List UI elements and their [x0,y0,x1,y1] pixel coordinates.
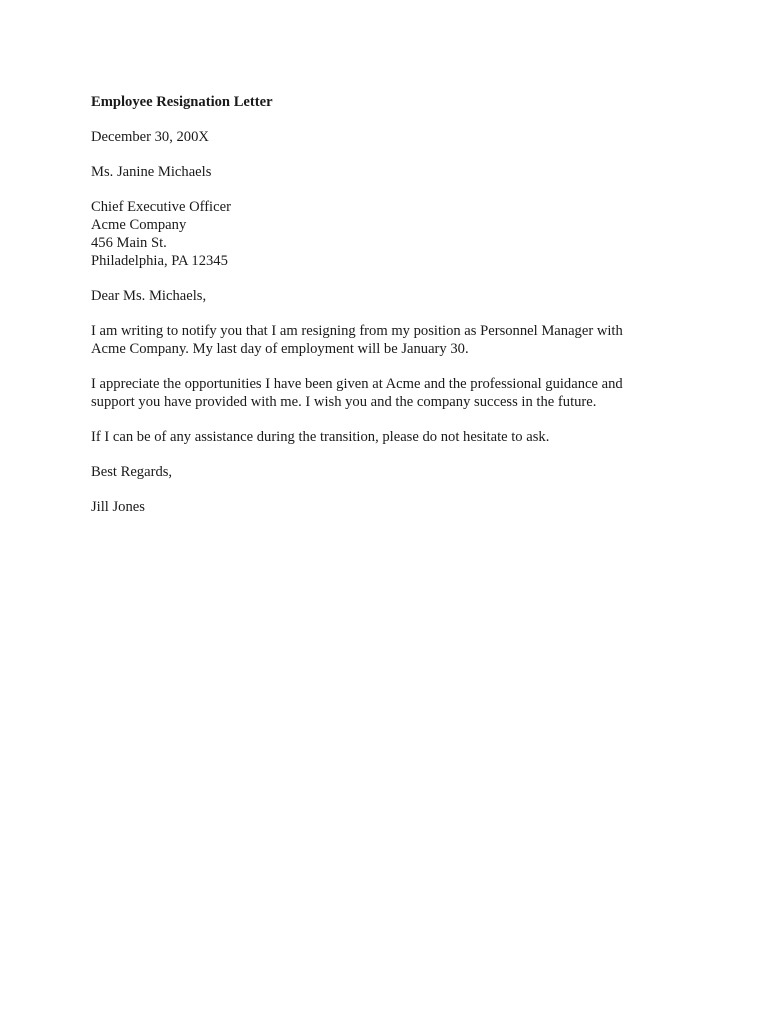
letter-title: Employee Resignation Letter [91,94,273,110]
paragraph-line: I appreciate the opportunities I have been given at Acme and the professional guidance and [91,376,623,392]
letter-date: December 30, 200X [91,129,209,145]
paragraph-line: support you have provided with me. I wish you and the company success in the future. [91,394,597,410]
salutation: Dear Ms. Michaels, [91,288,207,304]
body-paragraph-appreciation [91,375,691,411]
paragraph-line: I am writing to notify you that I am resigning from my position as Personnel Manager with [91,323,623,339]
body-paragraph-notice [91,322,691,358]
address-line-title: Chief Executive Officer [91,199,231,215]
recipient-name: Ms. Janine Michaels [91,164,212,180]
address-line-city: Philadelphia, PA 12345 [91,253,228,269]
address-line-company: Acme Company [91,217,187,233]
resignation-letter [91,93,691,533]
closing: Best Regards, [91,464,173,480]
paragraph-line: Acme Company. My last day of employment will be January 30. [91,341,469,357]
body-paragraph-assistance [91,428,691,446]
recipient-address [91,198,691,270]
signature-name: Jill Jones [91,499,145,515]
address-line-street: 456 Main St. [91,235,167,251]
paragraph-line: If I can be of any assistance during the transition, please do not hesitate to ask. [91,429,550,445]
